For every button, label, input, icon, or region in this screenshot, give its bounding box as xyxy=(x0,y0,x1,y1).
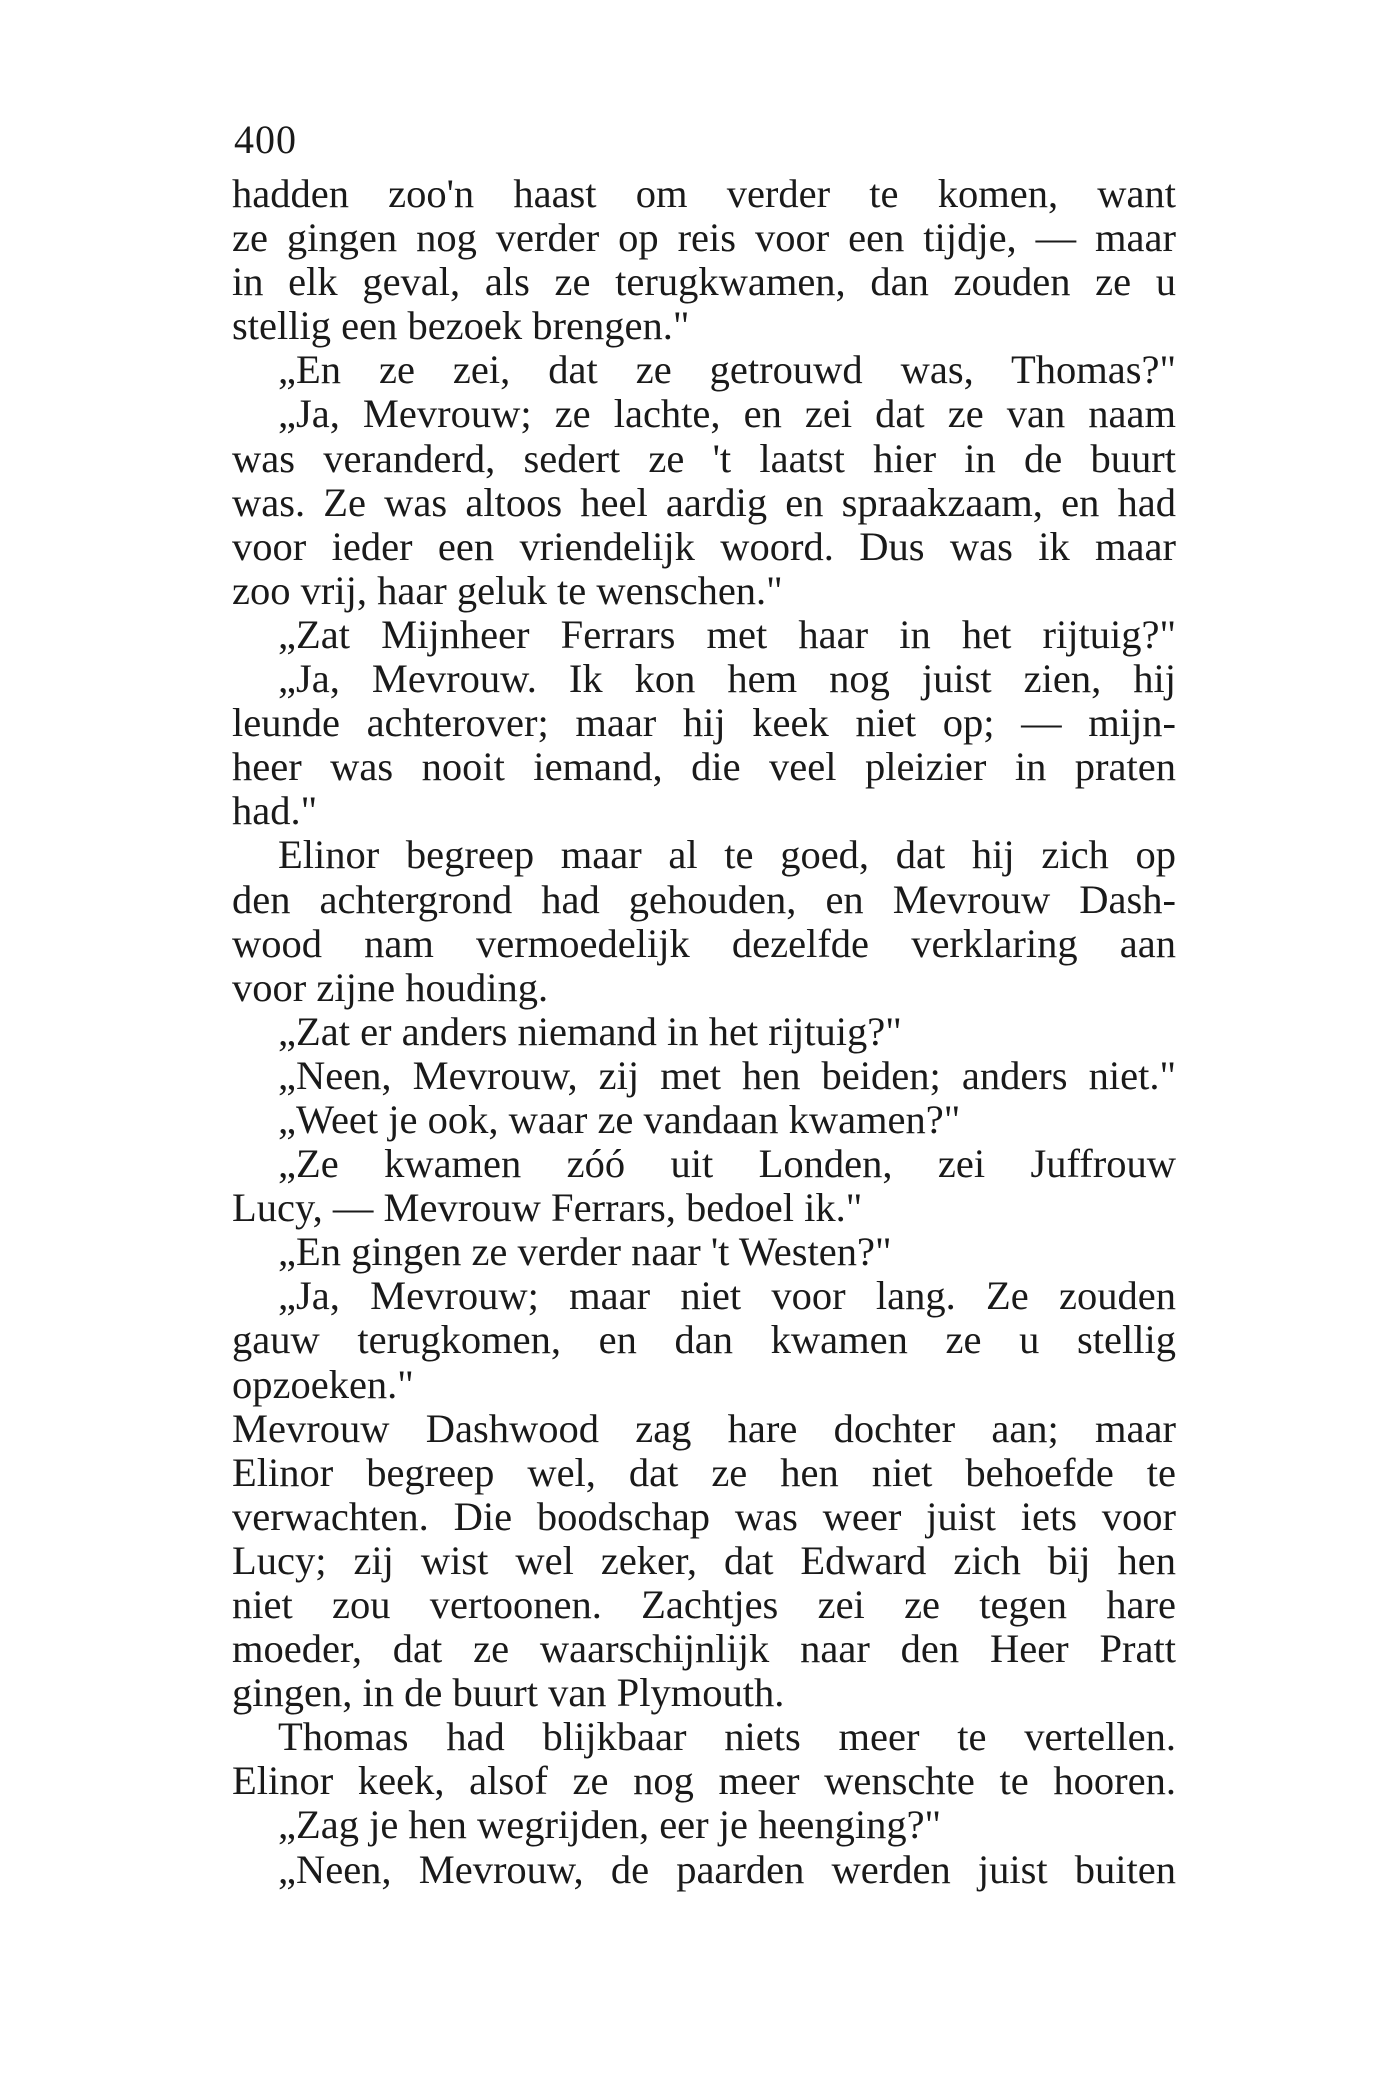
text-line: stellig een bezoek brengen." xyxy=(232,303,690,349)
text-line: den achtergrond had gehouden, en Mevrouw Dash- xyxy=(232,876,1176,922)
text-line: was veranderd, sedert ze 't laatst hier in de buurt xyxy=(232,435,1176,481)
text-line: moeder, dat ze waarschijnlijk naar den Heer Pratt xyxy=(232,1626,1176,1672)
text-line: in elk geval, als ze terugkwamen, dan zouden ze u xyxy=(232,259,1176,305)
text-line: voor ieder een vriendelijk woord. Dus was ik maar xyxy=(232,523,1176,569)
text-line: „Weet je ook, waar ze vandaan kwamen?" xyxy=(278,1096,961,1142)
text-line: leunde achterover; maar hij keek niet op; — mijn- xyxy=(232,700,1176,746)
body-text xyxy=(232,172,1176,1892)
text-line: „En ze zei, dat ze getrouwd was, Thomas?" xyxy=(278,347,1176,393)
text-line: wood nam vermoedelijk dezelfde verklaring aan xyxy=(232,920,1176,966)
text-line: „Ja, Mevrouw. Ik kon hem nog juist zien, hij xyxy=(278,656,1176,702)
text-line: „Ze kwamen zóó uit Londen, zei Juffrouw xyxy=(278,1141,1176,1187)
text-line: Elinor begreep maar al te goed, dat hij zich op xyxy=(278,832,1176,878)
text-line: Mevrouw Dashwood zag hare dochter aan; maar xyxy=(232,1405,1176,1451)
text-line: Lucy; zij wist wel zeker, dat Edward zich bij hen xyxy=(232,1537,1176,1583)
text-line: voor zijne houding. xyxy=(232,964,549,1010)
text-line: opzoeken." xyxy=(232,1361,414,1407)
text-line: had." xyxy=(232,788,318,834)
text-line: gauw terugkomen, en dan kwamen ze u stellig xyxy=(232,1317,1176,1363)
text-line: „Ja, Mevrouw; ze lachte, en zei dat ze van naam xyxy=(278,391,1176,437)
text-line: was. Ze was altoos heel aardig en spraakzaam, en had xyxy=(232,479,1176,525)
text-line: ze gingen nog verder op reis voor een tijdje, — maar xyxy=(232,215,1176,261)
text-line: „Zat Mijnheer Ferrars met haar in het rijtuig?" xyxy=(278,611,1176,657)
text-line: Lucy, — Mevrouw Ferrars, bedoel ik." xyxy=(232,1185,863,1231)
text-line: niet zou vertoonen. Zachtjes zei ze tegen hare xyxy=(232,1582,1176,1627)
text-line: „Ja, Mevrouw; maar niet voor lang. Ze zouden xyxy=(278,1273,1176,1319)
text-line: „Zag je hen wegrijden, eer je heenging?" xyxy=(278,1802,942,1848)
text-line: „En gingen ze verder naar 't Westen?" xyxy=(278,1229,892,1275)
text-line: Thomas had blijkbaar niets meer te vertellen. xyxy=(278,1714,1176,1760)
text-line: verwachten. Die boodschap was weer juist iets voor xyxy=(232,1493,1176,1539)
text-line: Elinor keek, alsof ze nog meer wenschte te hooren. xyxy=(232,1758,1176,1804)
text-line: zoo vrij, haar geluk te wenschen." xyxy=(232,567,783,613)
text-line: „Zat er anders niemand in het rijtuig?" xyxy=(278,1008,902,1054)
text-line: Elinor begreep wel, dat ze hen niet behoefde te xyxy=(232,1449,1176,1495)
text-line: hadden zoo'n haast om verder te komen, want xyxy=(232,171,1176,216)
text-line: heer was nooit iemand, die veel pleizier in praten xyxy=(232,744,1176,790)
text-line: gingen, in de buurt van Plymouth. xyxy=(232,1670,785,1716)
page-number: 400 xyxy=(234,117,297,162)
text-line: „Neen, Mevrouw, zij met hen beiden; anders niet." xyxy=(278,1052,1176,1098)
text-line: „Neen, Mevrouw, de paarden werden juist buiten xyxy=(278,1846,1176,1892)
